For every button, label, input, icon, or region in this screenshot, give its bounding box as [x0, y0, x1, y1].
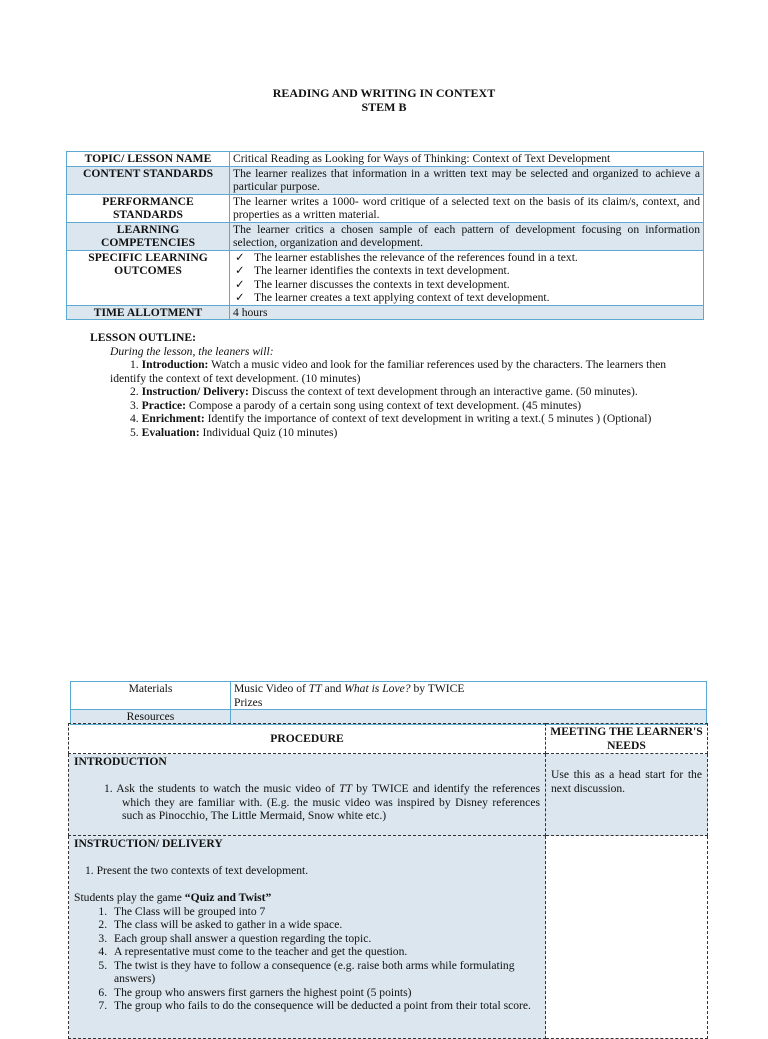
table-row [67, 194, 704, 222]
list-item: ✓ The learner identifies the contexts in text development. [235, 264, 510, 277]
document-title: READING AND WRITING IN CONTEXT [272, 86, 496, 100]
learning-competencies-value: The learner critics a chosen sample of each pattern of development focusing on information selection, organization and development. [230, 222, 704, 250]
topic-value: Critical Reading as Looking for Ways of Thinking: Context of Text Development [230, 152, 704, 167]
table-row [69, 724, 708, 754]
materials-table [70, 681, 707, 725]
materials-value: Music Video of TT and What is Love? by TWICE Prizes [231, 682, 707, 710]
table-row [71, 682, 707, 710]
outline-item: 1. Introduction: Watch a music video and look for the familiar references used by the characters. The learners then identify the context of text development. (10 minutes) [110, 358, 667, 385]
delivery-step: 1. Present the two contexts of text development. [85, 864, 309, 877]
list-item: ✓ The learner establishes the relevance of the references found in a text. [235, 250, 578, 264]
list-item: ✓ The learner creates a text applying context of text development. [235, 291, 550, 304]
procedure-table [68, 723, 708, 1039]
performance-standards-value: The learner writes a 1000- word critique of a selected text on the basis of its claim/s, context, and properties as a written material. [230, 194, 704, 222]
materials-prizes: Prizes [234, 695, 263, 709]
table-row [67, 250, 704, 305]
table-row [67, 152, 704, 167]
delivery-title: INSTRUCTION/ DELIVERY [74, 837, 223, 850]
list-item: 3. Each group shall answer a question regarding the topic. [110, 932, 538, 946]
procedure-header: PROCEDURE [69, 724, 546, 754]
game-steps-list [70, 905, 544, 1013]
learning-competencies-label: LEARNING COMPETENCIES [67, 222, 230, 250]
lesson-info-table [66, 151, 704, 320]
checkmark-icon: ✓ [235, 277, 245, 291]
table-row [71, 710, 707, 725]
learning-outcomes-label: SPECIFIC LEARNING OUTCOMES [67, 250, 230, 305]
resources-label: Resources [71, 710, 231, 725]
outline-item: 4. Enrichment: Identify the importance of context of text development in writing a text.( 5 minutes ) (Optional) [130, 412, 652, 425]
list-item: 5. The twist is they have to follow a consequence (e.g. raise both arms while formulating answers) [110, 959, 538, 986]
checkmark-icon: ✓ [235, 291, 245, 304]
checkmark-icon: ✓ [235, 264, 245, 277]
document-subtitle: STEM B [361, 100, 407, 114]
checkmark-icon: ✓ [235, 250, 245, 264]
table-row [67, 222, 704, 250]
list-item: 4. A representative must come to the teacher and get the question. [110, 945, 538, 959]
introduction-needs-cell [546, 754, 708, 836]
list-item: 2. The class will be asked to gather in a wide space. [110, 918, 538, 932]
content-standards-label: CONTENT STANDARDS [67, 166, 230, 194]
performance-standards-label: PERFORMANCE STANDARDS [67, 194, 230, 222]
list-item: 6. The group who answers first garners the highest point (5 points) [110, 986, 538, 1000]
list-item: 1. The Class will be grouped into 7 [110, 905, 538, 919]
time-allotment-label: TIME ALLOTMENT [67, 305, 230, 320]
topic-label: TOPIC/ LESSON NAME [67, 152, 230, 167]
table-row [69, 754, 708, 836]
introduction-cell [69, 754, 546, 836]
game-intro: Students play the game “Quiz and Twist” [74, 891, 272, 904]
delivery-needs-cell [546, 836, 708, 1039]
materials-label: Materials [71, 682, 231, 710]
resources-value [231, 710, 707, 725]
lesson-outline [90, 331, 680, 439]
outline-item: 2. Instruction/ Delivery: Discuss the context of text development through an interactive game. (50 minutes). [130, 385, 638, 398]
table-row [67, 305, 704, 320]
table-row [69, 836, 708, 1039]
outline-item: 3. Practice: Compose a parody of a certain song using context of text development. (45 minutes) [130, 398, 582, 412]
outline-item: 5. Evaluation: Individual Quiz (10 minutes) [130, 425, 338, 439]
table-row [67, 166, 704, 194]
learner-needs-header: MEETING THE LEARNER'S NEEDS [546, 724, 708, 754]
introduction-title: INTRODUCTION [74, 755, 167, 768]
introduction-step: 1. Ask the students to watch the music video of TT by TWICE and identify the references which they are familiar with. (E.g. the music video was inspired by Disney references such as Pinocchio, The Little Mermaid, Snow white etc.) [104, 782, 541, 822]
content-standards-value: The learner realizes that information in a written text may be selected and organized to achieve a particular purpose. [230, 166, 704, 194]
introduction-note: Use this as a head start for the next discussion. [551, 768, 702, 795]
outcomes-list [233, 251, 700, 305]
list-item: ✓ The learner discusses the contexts in text development. [235, 277, 510, 291]
outline-heading: LESSON OUTLINE: [90, 331, 196, 344]
outline-intro: During the lesson, the leaners will: [110, 344, 274, 358]
time-allotment-value: 4 hours [230, 305, 704, 320]
list-item: 7. The group who fails to do the consequence will be deducted a point from their total score. [110, 999, 538, 1013]
learning-outcomes-value [230, 250, 704, 305]
delivery-cell [69, 836, 546, 1039]
